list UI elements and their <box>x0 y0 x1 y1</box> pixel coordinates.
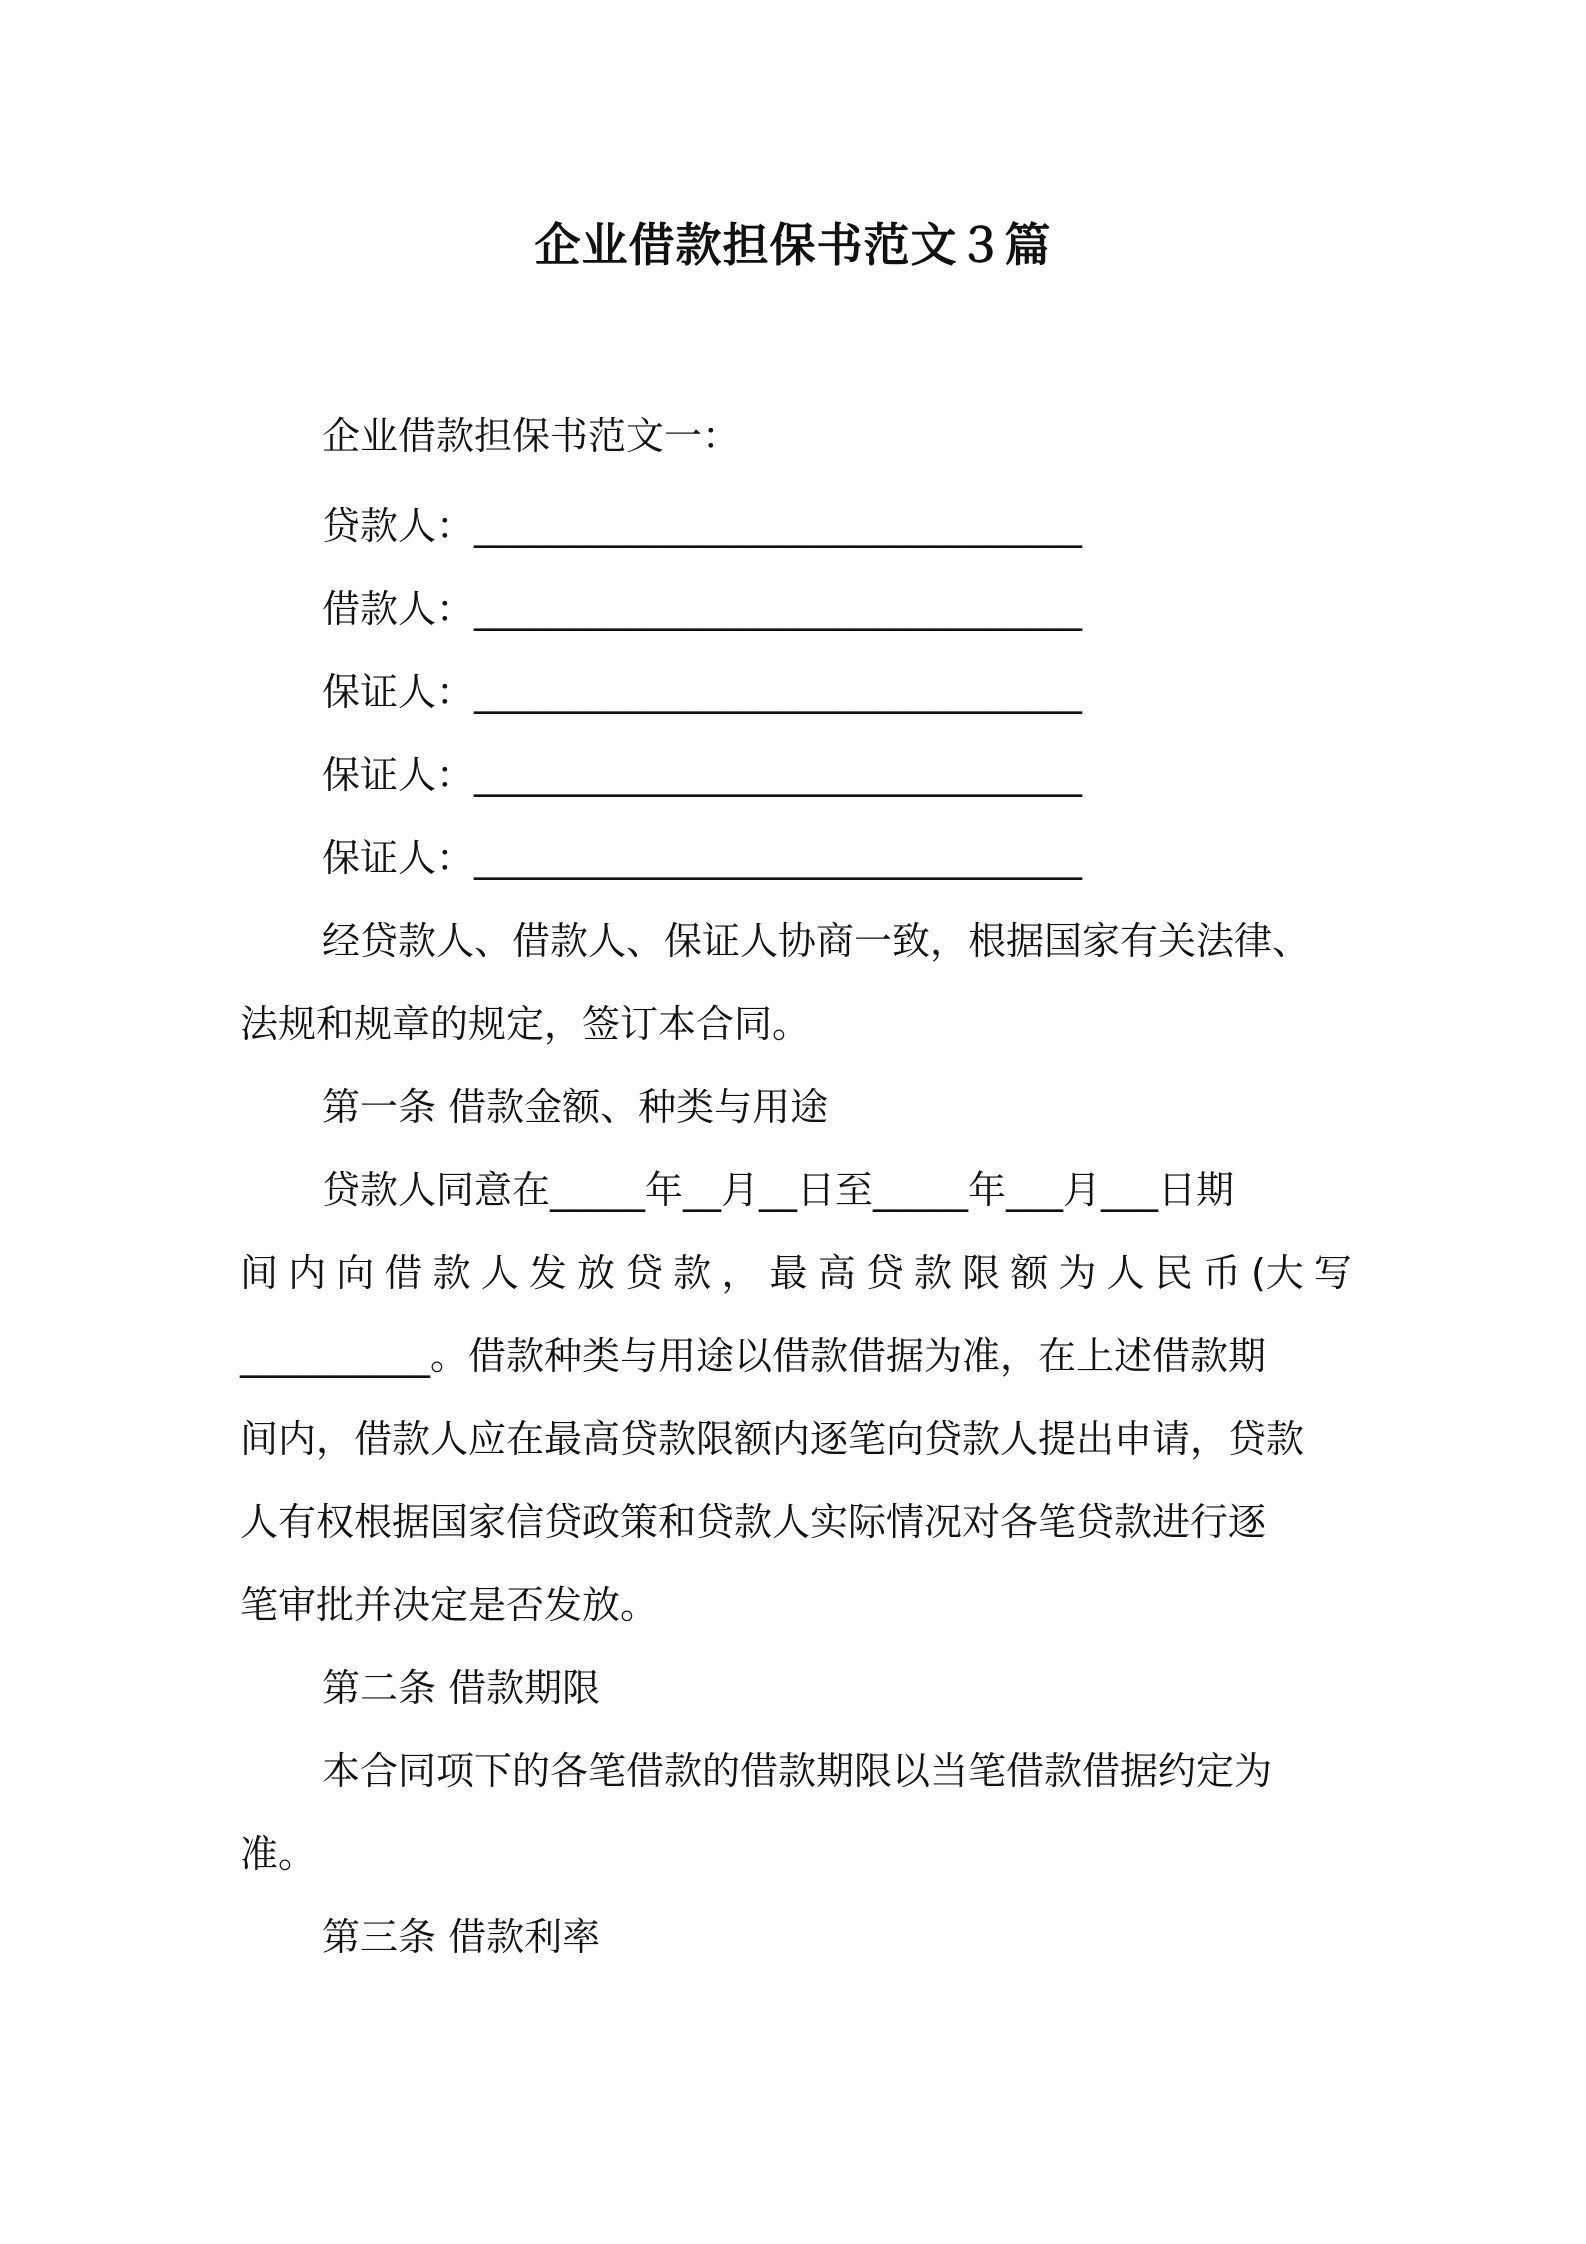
justified-char: 民 <box>1154 1251 1193 1295</box>
justified-char: 为 <box>1058 1251 1097 1295</box>
article-1-line-2 <box>240 1245 1352 1301</box>
justified-char: 发 <box>528 1251 567 1295</box>
article-2-heading: 第二条 借款期限 <box>322 1666 601 1710</box>
article-2-line-2: 准。 <box>240 1832 317 1876</box>
intro-line-2: 法规和规章的规定，签订本合同。 <box>240 1002 811 1046</box>
justified-char: (大 <box>1250 1251 1304 1295</box>
article-1-line-3: __________。借款种类与用途以借款借据为准，在上述借款期 <box>240 1334 1267 1378</box>
justified-char: 款 <box>913 1251 952 1295</box>
article-1-line-6: 笔审批并决定是否发放。 <box>240 1583 659 1627</box>
justified-char: 写 <box>1313 1251 1352 1295</box>
article-1-line-4: 间内，借款人应在最高贷款限额内逐笔向贷款人提出申请，贷款 <box>240 1417 1305 1461</box>
party-guarantor-3: 保证人：________________________________ <box>322 836 1083 880</box>
justified-char: 款 <box>673 1251 712 1295</box>
justified-char: 款 <box>432 1251 471 1295</box>
justified-char: 间 <box>240 1251 279 1295</box>
justified-char: 向 <box>336 1251 375 1295</box>
justified-char: 人 <box>1106 1251 1145 1295</box>
party-borrower: 借款人：________________________________ <box>322 587 1083 631</box>
article-1-line-1: 贷款人同意在_____年__月__日至_____年___月___日期 <box>322 1168 1235 1212</box>
party-guarantor-2: 保证人：________________________________ <box>322 753 1083 797</box>
justified-char: 币 <box>1202 1251 1241 1295</box>
justified-char: 限 <box>962 1251 1001 1295</box>
justified-char: 高 <box>817 1251 856 1295</box>
article-1-heading: 第一条 借款金额、种类与用途 <box>322 1085 829 1129</box>
section-heading: 企业借款担保书范文一： <box>322 414 741 458</box>
party-guarantor-1: 保证人：________________________________ <box>322 670 1083 714</box>
document-title: 企业借款担保书范文３篇 <box>534 218 1052 272</box>
justified-char: 人 <box>480 1251 519 1295</box>
justified-char: 贷 <box>625 1251 664 1295</box>
justified-char: 内 <box>288 1251 327 1295</box>
justified-char: 放 <box>576 1251 615 1295</box>
intro-line-1: 经贷款人、借款人、保证人协商一致，根据国家有关法律、 <box>322 919 1311 963</box>
justified-char: ， <box>721 1251 760 1295</box>
article-2-line-1: 本合同项下的各笔借款的借款期限以当笔借款借据约定为 <box>322 1749 1273 1793</box>
justified-char: 贷 <box>865 1251 904 1295</box>
justified-char: 最 <box>769 1251 808 1295</box>
justified-char: 额 <box>1010 1251 1049 1295</box>
party-lender: 贷款人：________________________________ <box>322 504 1083 548</box>
justified-char: 借 <box>384 1251 423 1295</box>
article-3-heading: 第三条 借款利率 <box>322 1915 601 1959</box>
article-1-line-5: 人有权根据国家信贷政策和贷款人实际情况对各笔贷款进行逐 <box>240 1500 1267 1544</box>
